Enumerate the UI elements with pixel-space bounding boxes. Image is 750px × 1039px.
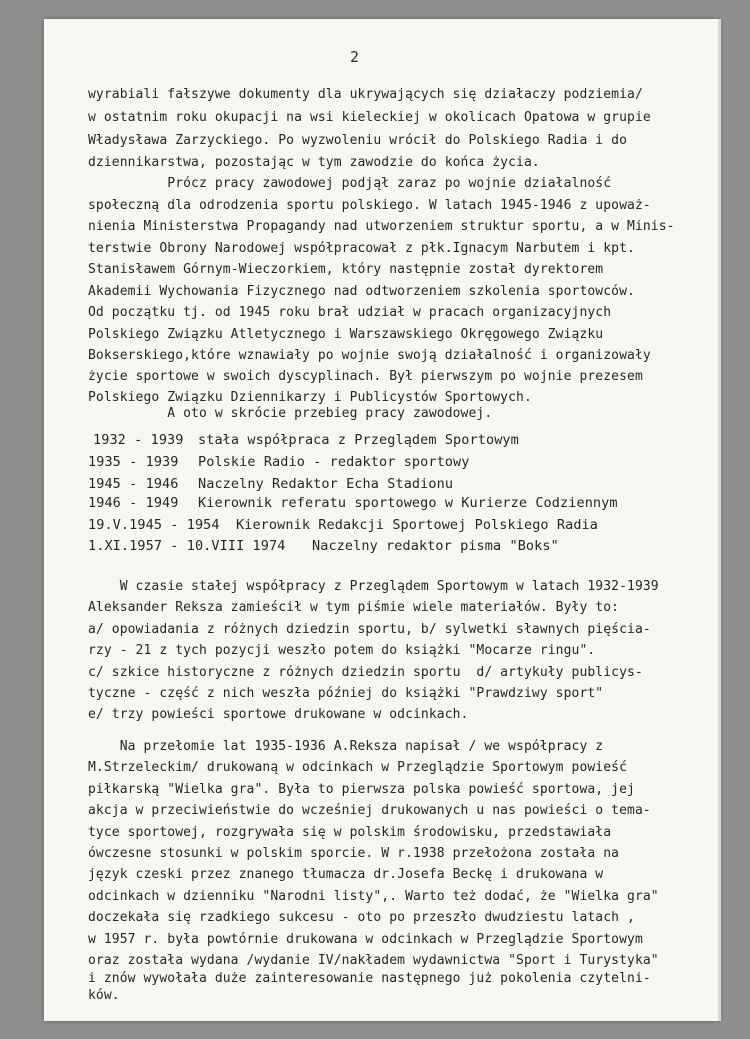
text-line: nienia Ministerstwa Propagandy nad utworzeniem struktur sportu, a w Minis- [88,219,675,234]
text-line: terstwie Obrony Narodowej współpracował z płk.Ignacym Narbutem i kpt. [88,241,635,256]
career-description: Naczelny redaktor pisma "Boks" [312,538,559,554]
career-period: 1946 - 1949 [88,495,179,511]
text-line: a/ opowiadania z różnych dziedzin sportu, b/ sylwetki sławnych pięścia- [88,622,651,637]
career-description: Kierownik Redakcji Sportowej Polskiego Radia [236,517,599,533]
page-number: 2 [350,48,360,66]
text-line: ówczesne stosunki w polskim sporcie. W r.1938 przełożona została na [88,846,620,861]
text-line: dziennikarstwa, pozostając w tym zawodzie do końca życia. [88,155,540,170]
text-line: Na przełomie lat 1935-1936 A.Reksza napisał / we współpracy z [88,739,604,754]
text-line: Akademii Wychowania Fizycznego nad odtworzeniem szkolenia sportowców. [88,284,635,299]
text-line: rzy - 21 z tych pozycji weszło potem do książki "Mocarze ringu". [88,643,596,658]
text-line: piłkarską "Wielka gra". Była to pierwsza polska powieść sportowa, jej [88,782,635,797]
text-line: w 1957 r. była powtórnie drukowana w odcinkach w Przeglądzie Sportowym [88,932,643,947]
career-description: Polskie Radio - redaktor sportowy [198,454,470,470]
text-line: język czeski przez znanego tłumacza dr.Josefa Beckę i drukowana w [88,867,604,882]
text-line: c/ szkice historyczne z różnych dziedzin sportu d/ artykuły publicys- [88,665,643,680]
text-line: tyce sportowej, rozgrywała się w polskim środowisku, przedstawiała [88,825,612,840]
text-line: W czasie stałej współpracy z Przeglądem Sportowym w latach 1932-1939 [88,579,659,594]
text-line: Prócz pracy zawodowej podjął zaraz po wojnie działalność [88,176,612,191]
text-line: Stanisławem Górnym-Wieczorkiem, który następnie został dyrektorem [88,262,604,277]
career-description: Kierownik referatu sportowego w Kurierze Codziennym [198,495,618,511]
text-line: akcja w przeciwieństwie do wcześniej drukowanych u nas powieści o tema- [88,803,651,818]
text-line: i znów wywołała duże zainteresowanie następnego już pokolenia czytelni- [88,971,651,986]
text-line: Od początku tj. od 1945 roku brał udział w pracach organizacyjnych [88,305,612,320]
text-line: w ostatnim roku okupacji na wsi kieleckiej w okolicach Opatowa w grupie [88,110,651,125]
text-line: Polskiego Związku Dziennikarzy i Publicystów Sportowych. [88,390,532,405]
text-line: Bokserskiego,które wznawiały po wojnie swoją działalność i organizowały [88,348,651,363]
text-line: oraz została wydana /wydanie IV/nakładem wydawnictwa "Sport i Turystyka" [88,953,659,968]
text-line: wyrabiali fałszywe dokumenty dla ukrywających się działaczy podziemia/ [88,87,643,102]
text-line: ków. [88,988,120,1003]
text-line: Polskiego Związku Atletycznego i Warszawskiego Okręgowego Związku [88,327,604,342]
text-line: społeczną dla odrodzenia sportu polskiego. W latach 1945-1946 z upoważ- [88,198,651,213]
text-line: e/ trzy powieści sportowe drukowane w odcinkach. [88,707,469,722]
paper-edge [718,19,721,1021]
text-line: M.Strzeleckim/ drukowaną w odcinkach w Przeglądzie Sportowym powieść [88,760,628,775]
career-period: 1935 - 1939 [88,454,179,470]
text-line: tyczne - część z nich weszła później do książki "Prawdziwy sport" [88,686,604,701]
text-line: A oto w skrócie przebieg pracy zawodowej. [88,406,493,421]
text-line: Władysława Zarzyckiego. Po wyzwoleniu wrócił do Polskiego Radia i do [88,133,628,148]
career-period: 19.V.1945 - 1954 [88,517,220,533]
text-line: Aleksander Reksza zamieścił w tym piśmie wiele materiałów. Były to: [88,600,620,615]
career-description: Naczelny Redaktor Echa Stadionu [198,476,454,492]
text-line: życie sportowe w swoich dyscyplinach. Był pierwszym po wojnie prezesem [88,369,643,384]
career-period: 1945 - 1946 [88,476,179,492]
career-description: stała współpraca z Przeglądem Sportowym [198,432,519,448]
text-line: doczekała się rzadkiego sukcesu - oto po przeszło dwudziestu latach , [88,910,635,925]
text-line: odcinkach w dzienniku "Narodni listy",. Warto też dodać, że "Wielka gra" [88,889,659,904]
career-period: 1.XI.1957 - 10.VIII 1974 [88,538,286,554]
career-period: 1932 - 1939 [93,432,184,448]
